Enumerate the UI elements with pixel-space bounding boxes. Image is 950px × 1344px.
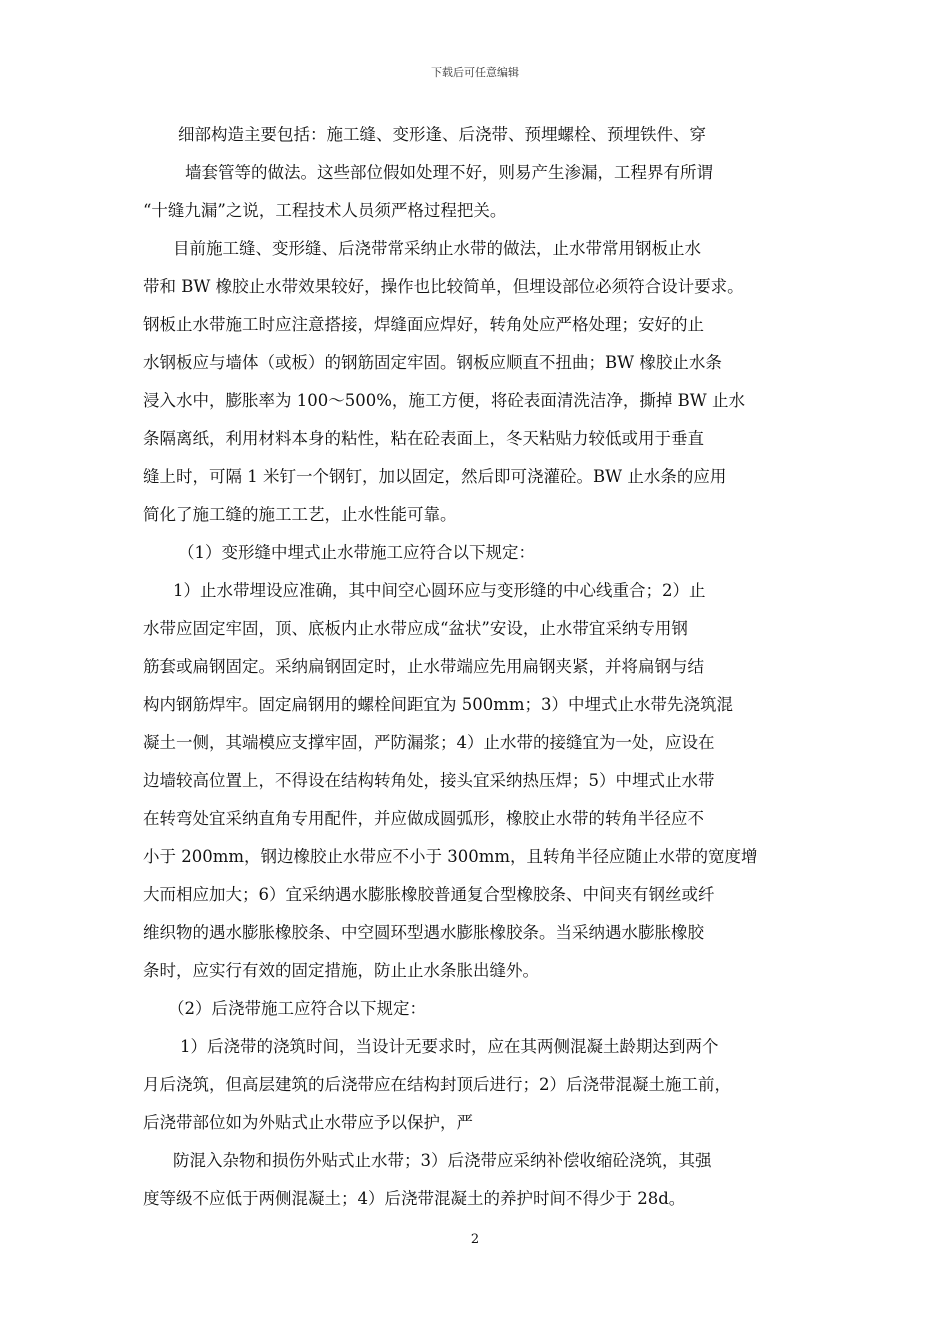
document-body xyxy=(143,116,815,1218)
text-line: 浸入水中，膨胀率为 100～500%，施工方便，将砼表面清洗洁净，撕掉 BW 止水 xyxy=(143,391,745,410)
text-line: 小于 200mm，钢边橡胶止水带应不小于 300mm，且转角半径应随止水带的宽度增 xyxy=(143,847,758,866)
text-line: 水带应固定牢固，顶、底板内止水带应成“盆状”安设，止水带宜采纳专用钢 xyxy=(143,619,688,638)
text-line: 月后浇筑，但高层建筑的后浇带应在结构封顶后进行；2）后浇带混凝土施工前， xyxy=(143,1075,731,1094)
text-line: 目前施工缝、变形缝、后浇带常采纳止水带的做法，止水带常用钢板止水 xyxy=(173,239,701,258)
text-line: 简化了施工缝的施工工艺，止水性能可靠。 xyxy=(143,505,457,524)
text-line: “十缝九漏”之说，工程技术人员须严格过程把关。 xyxy=(143,201,507,220)
text-line: 条隔离纸，利用材料本身的粘性，粘在砼表面上，冬天粘贴力较低或用于垂直 xyxy=(143,429,704,448)
text-line: 1）后浇带的浇筑时间，当设计无要求时，应在其两侧混凝土龄期达到两个 xyxy=(180,1037,719,1056)
text-line: 维织物的遇水膨胀橡胶条、中空圆环型遇水膨胀橡胶条。当采纳遇水膨胀橡胶 xyxy=(143,923,704,942)
text-line: 防混入杂物和损伤外贴式止水带；3）后浇带应采纳补偿收缩砼浇筑，其强 xyxy=(173,1151,712,1170)
text-line: （1）变形缝中埋式止水带施工应符合以下规定： xyxy=(178,543,535,562)
text-line: 构内钢筋焊牢。固定扁钢用的螺栓间距宜为 500mm；3）中埋式止水带先浇筑混 xyxy=(143,695,734,714)
text-line: 缝上时，可隔 1 米钉一个钢钉，加以固定，然后即可浇灌砼。BW 止水条的应用 xyxy=(143,467,727,486)
text-line: 在转弯处宜采纳直角专用配件，并应做成圆弧形，橡胶止水带的转角半径应不 xyxy=(143,809,704,828)
text-line: 大而相应加大；6）宜采纳遇水膨胀橡胶普通复合型橡胶条、中间夹有钢丝或纤 xyxy=(143,885,715,904)
text-line: 度等级不应低于两侧混凝土；4）后浇带混凝土的养护时间不得少于 28d。 xyxy=(143,1189,686,1208)
text-line: 凝土一侧，其端模应支撑牢固，严防漏浆；4）止水带的接缝宜为一处，应设在 xyxy=(143,733,715,752)
text-line: 后浇带部位如为外贴式止水带应予以保护，严 xyxy=(143,1113,473,1132)
text-line: 条时，应实行有效的固定措施，防止止水条胀出缝外。 xyxy=(143,961,539,980)
page-header: 下载后可任意编辑 xyxy=(431,66,519,79)
text-line: 带和 BW 橡胶止水带效果较好，操作也比较简单，但埋设部位必须符合设计要求。 xyxy=(143,277,744,296)
page-number: 2 xyxy=(470,1232,480,1247)
text-line: 1）止水带埋设应准确，其中间空心圆环应与变形缝的中心线重合；2）止 xyxy=(173,581,706,600)
text-line: （2）后浇带施工应符合以下规定： xyxy=(168,999,426,1018)
text-line: 钢板止水带施工时应注意搭接，焊缝面应焊好，转角处应严格处理；安好的止 xyxy=(143,315,704,334)
text-line: 细部构造主要包括：施工缝、变形逢、后浇带、预埋螺栓、预埋铁件、穿 xyxy=(178,125,706,144)
text-line: 边墙较高位置上，不得设在结构转角处，接头宜采纳热压焊；5）中埋式止水带 xyxy=(143,771,715,790)
text-line: 筋套或扁钢固定。采纳扁钢固定时，止水带端应先用扁钢夹紧，并将扁钢与结 xyxy=(143,657,704,676)
text-line: 墙套管等的做法。这些部位假如处理不好，则易产生渗漏，工程界有所谓 xyxy=(185,163,713,182)
text-line: 水钢板应与墙体（或板）的钢筋固定牢固。钢板应顺直不扭曲；BW 橡胶止水条 xyxy=(143,353,722,372)
